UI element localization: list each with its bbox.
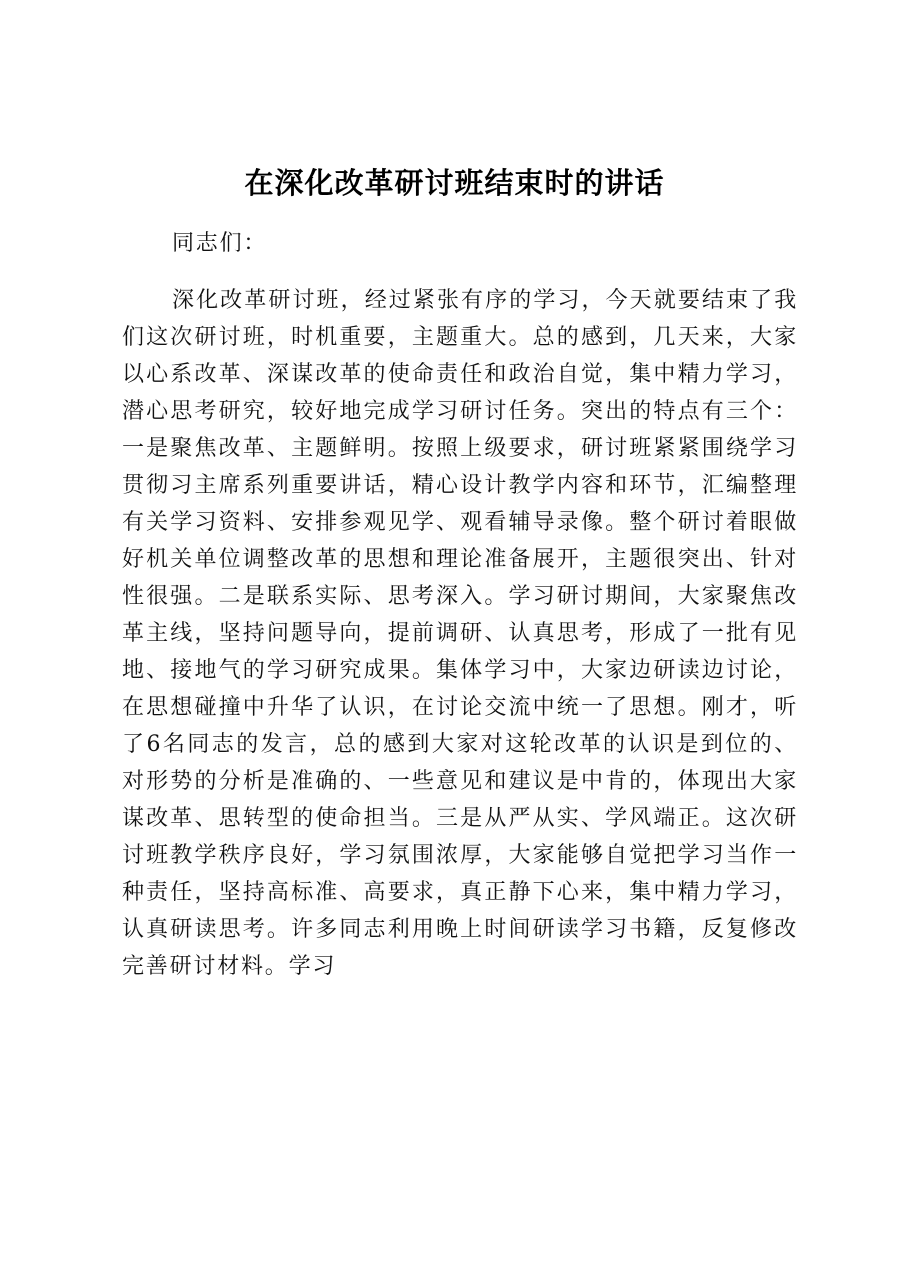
salutation: 同志们：: [172, 231, 268, 256]
document-title: 在深化改革研讨班结束时的讲话: [244, 166, 665, 200]
document-body: [122, 225, 798, 985]
body-paragraph: 深化改革研讨班，经过紧张有序的学习，今天就要结束了我们这次研讨班，时机重要，主题重大。总的感到，几天来，大家以心系改革、深谋改革的使命责任和政治自觉，集中精力学习，潜心思考研究，较好地完成学习研讨任务。突出的特点有三个：一是聚焦改革、主题鲜明。按照上级要求，研讨班紧紧围绕学习贯彻习主席系列重要讲话，精心设计教学内容和环节，汇编整理有关学习资料、安排参观见学、观看辅导录像。整个研讨着眼做好机关单位调整改革的思想和理论准备展开，主题很突出、针对性很强。二是联系实际、思考深入。学习研讨期间，大家聚焦改革主线，坚持问题导向，提前调研、认真思考，形成了一批有见地、接地气的学习研究成果。集体学习中，大家边研读边讨论，在思想碰撞中升华了认识，在讨论交流中统一了思想。刚才，听了6名同志的发言，总的感到大家对这轮改革的认识是到位的、对形势的分析是准确的、一些意见和建议是中肯的，体现出大家谋改革、思转型的使命担当。三是从严从实、学风端正。这次研讨班教学秩序良好，学习氛围浓厚，大家能够自觉把学习当作一种责任，坚持高标准、高要求，真正静下心来，集中精力学习，认真研读思考。许多同志利用晚上时间研读学习书籍，反复修改完善研讨材料。学习: [122, 288, 798, 979]
